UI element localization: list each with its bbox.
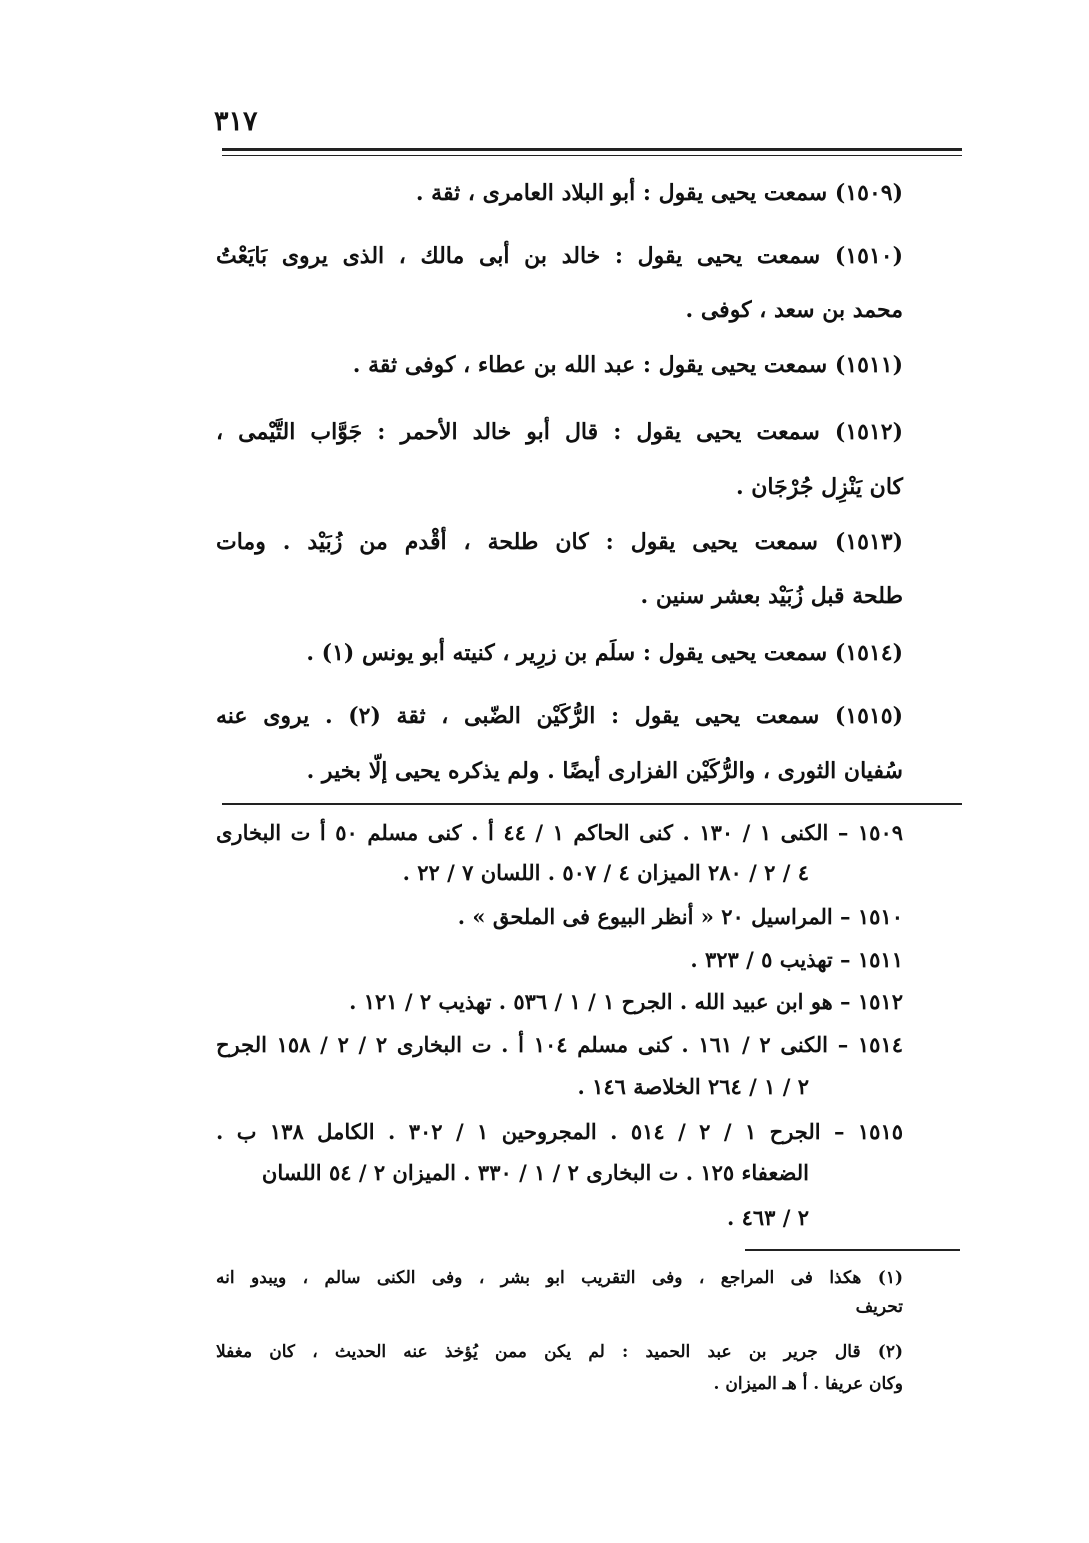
note-1515-line-3: ٢ / ٤٦٣ . — [726, 1205, 809, 1230]
entry-1510-line-1: (١٥١٠) سمعت يحيى يقول : خالد بن أبى مالك ، الذى يروى بَايَعْتُ — [216, 243, 903, 269]
entry-1512-line-2: كان يَنْزِل جُرْجَان . — [735, 474, 903, 500]
footnote-2-line-2: وكان عريفا . أ هـ الميزان . — [713, 1374, 903, 1394]
notes-separator-rule — [222, 803, 962, 805]
note-1514-line-2: ٢ / ١ / ٢٦٤ الخلاصة ١٤٦ . — [577, 1074, 809, 1099]
footnote-1-line-1: (١) هكذا فى المراجع ، وفى التقريب ابو بشر ، وفى الكنى سالم ، ويبدو انه — [216, 1268, 903, 1288]
entry-1514-line-1: (١٥١٤) سمعت يحيى يقول : سلَم بن زرِير ، كنيته أبو يونس (١) . — [306, 640, 903, 666]
entry-1513-line-1: (١٥١٣) سمعت يحيى يقول : كان طلحة ، أقْدم من زُبَيْد . ومات — [216, 529, 903, 555]
note-1509-line-1: ١٥٠٩ – الكنى ١ / ١٣٠ . كنى الحاكم ١ / ٤٤ أ . كنى مسلم ٥٠ أ ت البخارى — [216, 820, 904, 845]
entry-1515-line-1: (١٥١٥) سمعت يحيى يقول : الرُّكَيْن الضّبى ، ثقة (٢) . يروى عنه — [216, 703, 903, 729]
footnote-rule — [745, 1249, 960, 1251]
note-1511: ١٥١١ – تهذيب ٥ / ٣٢٣ . — [690, 947, 903, 972]
note-1509-line-2: ٤ / ٢ / ٢٨٠ الميزان ٤ / ٥٠٧ . اللسان ٧ / ٢٢ . — [402, 860, 809, 885]
entry-1510-line-2: محمد بن سعد ، كوفى . — [685, 297, 903, 323]
note-1514-line-1: ١٥١٤ – الكنى ٢ / ١٦١ . كنى مسلم ١٠٤ أ . ت البخارى ٢ / ٢ / ١٥٨ الجرح — [216, 1032, 904, 1057]
note-1515-line-2: الضعفاء ١٢٥ . ت البخارى ٢ / ١ / ٣٣٠ . الميزان ٢ / ٥٤ اللسان — [261, 1160, 809, 1185]
footnote-1-line-2: تحريف — [855, 1297, 903, 1317]
note-1512: ١٥١٢ – هو ابن عبيد الله . الجرح ١ / ١ / ٥٣٦ . تهذيب ٢ / ١٢١ . — [349, 989, 903, 1014]
footnote-2-line-1: (٢) قال جرير بن عبد الحميد : لم يكن ممن يُؤخذ عنه الحديث ، كان مغفلا — [216, 1342, 903, 1362]
note-1510: ١٥١٠ – المراسيل ٢٠ « أنظر البيوع فى الملحق » . — [457, 904, 903, 929]
entry-1509-line-1: (١٥٠٩) سمعت يحيى يقول : أبو البلاد العامرى ، ثقة . — [415, 180, 903, 206]
entry-1515-line-2: سُفيان الثورى ، والرُّكَيْن الفزارى أيضًا . ولم يذكره يحيى إلّا بخير . — [306, 758, 903, 784]
header-rule-thin — [222, 155, 962, 156]
entry-1512-line-1: (١٥١٢) سمعت يحيى يقول : قال أبو خالد الأحمر : جَوَّاب التَّيْمى ، — [216, 419, 903, 445]
page-number: ٣١٧ — [214, 106, 258, 137]
header-rule — [222, 148, 962, 151]
note-1515-line-1: ١٥١٥ – الجرح ١ / ٢ / ٥١٤ . المجروحين ١ / ٣٠٢ . الكامل ١٣٨ ب . — [216, 1119, 904, 1144]
entry-1513-line-2: طلحة قبل زُبَيْد بعشر سنين . — [640, 583, 903, 609]
entry-1511-line-1: (١٥١١) سمعت يحيى يقول : عبد الله بن عطاء ، كوفى ثقة . — [352, 352, 903, 378]
